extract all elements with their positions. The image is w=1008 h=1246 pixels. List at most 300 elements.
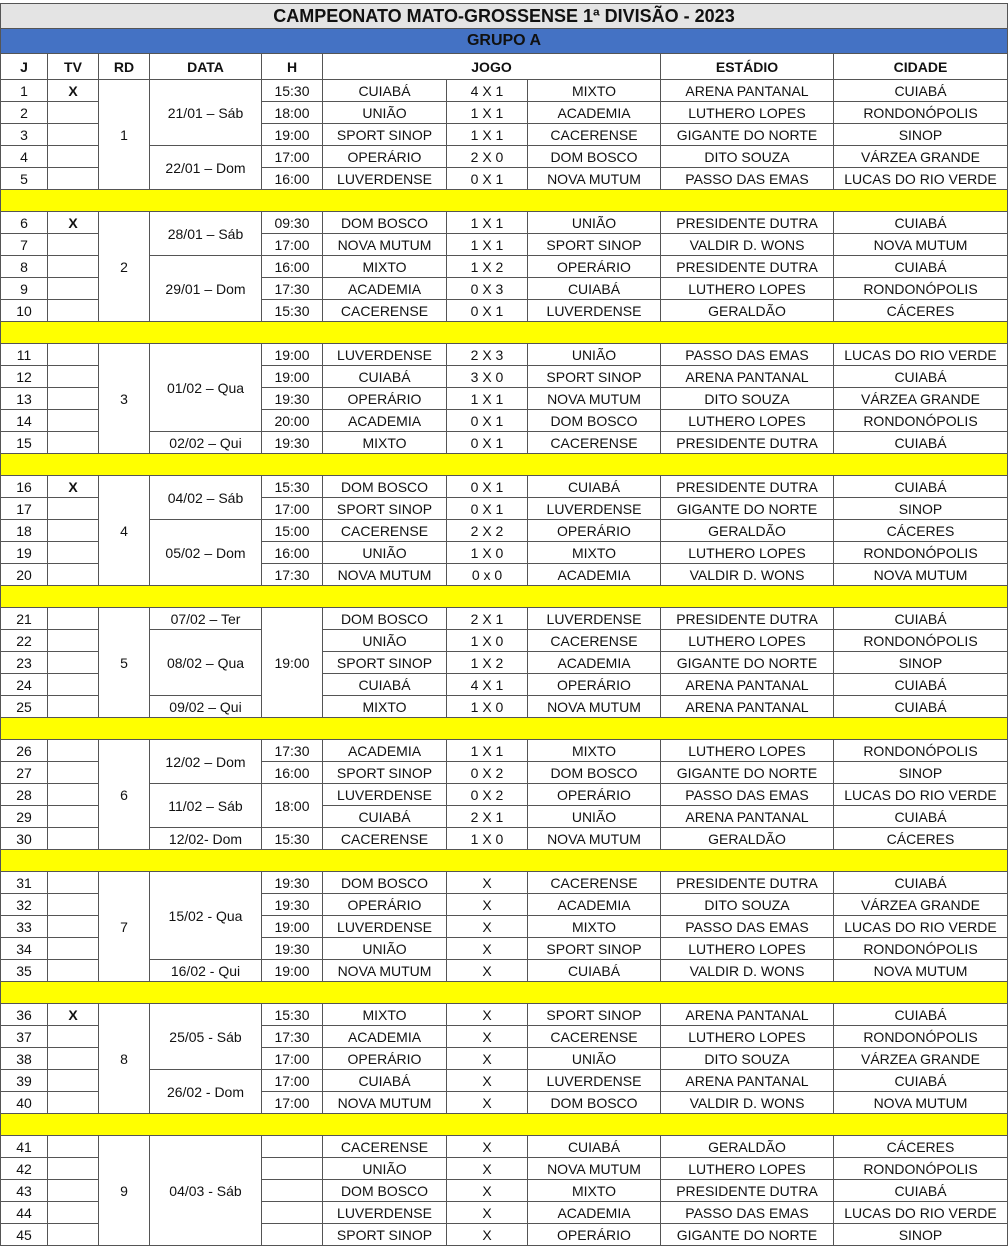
match-time: 17:30 bbox=[262, 278, 323, 300]
game-number: 23 bbox=[0, 652, 48, 674]
stadium: LUTHERO LOPES bbox=[661, 278, 834, 300]
away-team: OPERÁRIO bbox=[528, 784, 661, 806]
home-team: UNIÃO bbox=[323, 102, 447, 124]
away-team: OPERÁRIO bbox=[528, 674, 661, 696]
match-date: 11/02 – Sáb bbox=[150, 784, 262, 828]
match-time: 16:00 bbox=[262, 168, 323, 190]
header-jogo: JOGO bbox=[323, 54, 661, 80]
tv-mark bbox=[48, 410, 99, 432]
away-team: CACERENSE bbox=[528, 1026, 661, 1048]
round-separator bbox=[0, 1114, 1008, 1136]
tv-mark bbox=[48, 542, 99, 564]
home-team: UNIÃO bbox=[323, 542, 447, 564]
match-date: 09/02 – Qui bbox=[150, 696, 262, 718]
away-team: SPORT SINOP bbox=[528, 366, 661, 388]
home-team: NOVA MUTUM bbox=[323, 960, 447, 982]
game-number: 32 bbox=[0, 894, 48, 916]
match-time bbox=[262, 1202, 323, 1224]
score: 0 X 1 bbox=[447, 168, 528, 190]
game-number: 13 bbox=[0, 388, 48, 410]
tv-mark bbox=[48, 1202, 99, 1224]
match-date: 07/02 – Ter bbox=[150, 608, 262, 630]
score: 0 X 3 bbox=[447, 278, 528, 300]
game-number: 30 bbox=[0, 828, 48, 850]
header-estadio: ESTÁDIO bbox=[661, 54, 834, 80]
city: LUCAS DO RIO VERDE bbox=[834, 1202, 1008, 1224]
stadium: GIGANTE DO NORTE bbox=[661, 1224, 834, 1246]
match-date: 29/01 – Dom bbox=[150, 256, 262, 322]
stadium: ARENA PANTANAL bbox=[661, 1070, 834, 1092]
round-separator bbox=[0, 190, 1008, 212]
tv-mark bbox=[48, 1070, 99, 1092]
match-time: 15:30 bbox=[262, 80, 323, 102]
match-time: 19:00 bbox=[262, 344, 323, 366]
score: X bbox=[447, 1004, 528, 1026]
game-number: 33 bbox=[0, 916, 48, 938]
stadium: ARENA PANTANAL bbox=[661, 1004, 834, 1026]
score: 1 X 1 bbox=[447, 740, 528, 762]
header-h: H bbox=[262, 54, 323, 80]
away-team: LUVERDENSE bbox=[528, 1070, 661, 1092]
game-number: 11 bbox=[0, 344, 48, 366]
stadium: LUTHERO LOPES bbox=[661, 410, 834, 432]
tv-mark bbox=[48, 278, 99, 300]
away-team: UNIÃO bbox=[528, 212, 661, 234]
match-time: 19:30 bbox=[262, 388, 323, 410]
city: CUIABÁ bbox=[834, 872, 1008, 894]
score: 1 X 0 bbox=[447, 542, 528, 564]
home-team: DOM BOSCO bbox=[323, 608, 447, 630]
tv-mark bbox=[48, 1158, 99, 1180]
stadium: ARENA PANTANAL bbox=[661, 674, 834, 696]
match-time: 17:00 bbox=[262, 498, 323, 520]
score: 0 X 1 bbox=[447, 410, 528, 432]
game-number: 17 bbox=[0, 498, 48, 520]
stadium: GIGANTE DO NORTE bbox=[661, 124, 834, 146]
city: SINOP bbox=[834, 652, 1008, 674]
tv-mark: X bbox=[48, 80, 99, 102]
match-time: 17:30 bbox=[262, 1026, 323, 1048]
home-team: DOM BOSCO bbox=[323, 212, 447, 234]
stadium: VALDIR D. WONS bbox=[661, 960, 834, 982]
tv-mark bbox=[48, 300, 99, 322]
tv-mark bbox=[48, 1048, 99, 1070]
home-team: NOVA MUTUM bbox=[323, 234, 447, 256]
stadium: VALDIR D. WONS bbox=[661, 1092, 834, 1114]
match-date: 22/01 – Dom bbox=[150, 146, 262, 190]
score: X bbox=[447, 938, 528, 960]
home-team: OPERÁRIO bbox=[323, 894, 447, 916]
match-time: 19:00 bbox=[262, 366, 323, 388]
match-time: 19:00 bbox=[262, 124, 323, 146]
match-date: 01/02 – Qua bbox=[150, 344, 262, 432]
away-team: MIXTO bbox=[528, 1180, 661, 1202]
match-date: 25/05 - Sáb bbox=[150, 1004, 262, 1070]
city: CUIABÁ bbox=[834, 1180, 1008, 1202]
game-number: 10 bbox=[0, 300, 48, 322]
game-number: 27 bbox=[0, 762, 48, 784]
stadium: LUTHERO LOPES bbox=[661, 938, 834, 960]
tv-mark bbox=[48, 366, 99, 388]
home-team: CUIABÁ bbox=[323, 1070, 447, 1092]
score: 0 X 1 bbox=[447, 498, 528, 520]
city: SINOP bbox=[834, 762, 1008, 784]
city: CUIABÁ bbox=[834, 608, 1008, 630]
stadium: ARENA PANTANAL bbox=[661, 696, 834, 718]
stadium: LUTHERO LOPES bbox=[661, 102, 834, 124]
tv-mark bbox=[48, 652, 99, 674]
city: CUIABÁ bbox=[834, 366, 1008, 388]
city: RONDONÓPOLIS bbox=[834, 1158, 1008, 1180]
city: CUIABÁ bbox=[834, 256, 1008, 278]
stadium: GERALDÃO bbox=[661, 1136, 834, 1158]
score: 1 X 1 bbox=[447, 388, 528, 410]
match-time: 17:00 bbox=[262, 1092, 323, 1114]
away-team: DOM BOSCO bbox=[528, 1092, 661, 1114]
city: SINOP bbox=[834, 498, 1008, 520]
stadium: PASSO DAS EMAS bbox=[661, 344, 834, 366]
city: RONDONÓPOLIS bbox=[834, 740, 1008, 762]
home-team: MIXTO bbox=[323, 696, 447, 718]
round-number: 8 bbox=[99, 1004, 150, 1114]
match-time: 19:00 bbox=[262, 916, 323, 938]
match-time: 19:00 bbox=[262, 960, 323, 982]
home-team: ACADEMIA bbox=[323, 278, 447, 300]
stadium: LUTHERO LOPES bbox=[661, 542, 834, 564]
score: 2 X 2 bbox=[447, 520, 528, 542]
game-number: 25 bbox=[0, 696, 48, 718]
away-team: CUIABÁ bbox=[528, 476, 661, 498]
match-time: 16:00 bbox=[262, 256, 323, 278]
score: X bbox=[447, 1224, 528, 1246]
match-date: 15/02 - Qua bbox=[150, 872, 262, 960]
match-time: 19:30 bbox=[262, 938, 323, 960]
home-team: MIXTO bbox=[323, 256, 447, 278]
away-team: NOVA MUTUM bbox=[528, 388, 661, 410]
match-time: 17:30 bbox=[262, 740, 323, 762]
city: RONDONÓPOLIS bbox=[834, 542, 1008, 564]
match-time: 17:30 bbox=[262, 564, 323, 586]
game-number: 41 bbox=[0, 1136, 48, 1158]
home-team: DOM BOSCO bbox=[323, 872, 447, 894]
home-team: ACADEMIA bbox=[323, 410, 447, 432]
score: 1 X 1 bbox=[447, 102, 528, 124]
score: 1 X 1 bbox=[447, 212, 528, 234]
game-number: 29 bbox=[0, 806, 48, 828]
city: CUIABÁ bbox=[834, 432, 1008, 454]
game-number: 28 bbox=[0, 784, 48, 806]
stadium: PRESIDENTE DUTRA bbox=[661, 872, 834, 894]
match-time: 19:30 bbox=[262, 894, 323, 916]
stadium: DITO SOUZA bbox=[661, 388, 834, 410]
away-team: MIXTO bbox=[528, 542, 661, 564]
game-number: 26 bbox=[0, 740, 48, 762]
score: X bbox=[447, 1180, 528, 1202]
match-time: 17:00 bbox=[262, 1070, 323, 1092]
match-time: 16:00 bbox=[262, 542, 323, 564]
game-number: 20 bbox=[0, 564, 48, 586]
game-number: 8 bbox=[0, 256, 48, 278]
score: 1 X 2 bbox=[447, 256, 528, 278]
home-team: DOM BOSCO bbox=[323, 1180, 447, 1202]
match-time: 17:00 bbox=[262, 234, 323, 256]
tv-mark bbox=[48, 674, 99, 696]
tv-mark bbox=[48, 828, 99, 850]
tv-mark bbox=[48, 696, 99, 718]
stadium: PASSO DAS EMAS bbox=[661, 916, 834, 938]
city: NOVA MUTUM bbox=[834, 564, 1008, 586]
match-date: 04/03 - Sáb bbox=[150, 1136, 262, 1246]
score: 0 X 2 bbox=[447, 762, 528, 784]
city: RONDONÓPOLIS bbox=[834, 1026, 1008, 1048]
tv-mark bbox=[48, 630, 99, 652]
match-time: 09:30 bbox=[262, 212, 323, 234]
city: CÁCERES bbox=[834, 828, 1008, 850]
city: RONDONÓPOLIS bbox=[834, 278, 1008, 300]
header-cidade: CIDADE bbox=[834, 54, 1008, 80]
tv-mark bbox=[48, 498, 99, 520]
score: 2 X 3 bbox=[447, 344, 528, 366]
match-date: 08/02 – Qua bbox=[150, 630, 262, 696]
tv-mark bbox=[48, 168, 99, 190]
score: 0 x 0 bbox=[447, 564, 528, 586]
match-time: 19:00 bbox=[262, 608, 323, 718]
game-number: 36 bbox=[0, 1004, 48, 1026]
stadium: GIGANTE DO NORTE bbox=[661, 762, 834, 784]
stadium: PASSO DAS EMAS bbox=[661, 1202, 834, 1224]
stadium: LUTHERO LOPES bbox=[661, 740, 834, 762]
city: VÁRZEA GRANDE bbox=[834, 388, 1008, 410]
tv-mark bbox=[48, 1180, 99, 1202]
score: 1 X 0 bbox=[447, 696, 528, 718]
city: CUIABÁ bbox=[834, 212, 1008, 234]
match-date: 12/02 – Dom bbox=[150, 740, 262, 784]
game-number: 6 bbox=[0, 212, 48, 234]
home-team: LUVERDENSE bbox=[323, 916, 447, 938]
home-team: LUVERDENSE bbox=[323, 344, 447, 366]
city: VÁRZEA GRANDE bbox=[834, 894, 1008, 916]
away-team: ACADEMIA bbox=[528, 564, 661, 586]
score: X bbox=[447, 1158, 528, 1180]
score: 1 X 2 bbox=[447, 652, 528, 674]
stadium: PRESIDENTE DUTRA bbox=[661, 608, 834, 630]
game-number: 34 bbox=[0, 938, 48, 960]
away-team: LUVERDENSE bbox=[528, 300, 661, 322]
away-team: DOM BOSCO bbox=[528, 146, 661, 168]
home-team: CUIABÁ bbox=[323, 674, 447, 696]
game-number: 42 bbox=[0, 1158, 48, 1180]
city: CÁCERES bbox=[834, 520, 1008, 542]
stadium: GIGANTE DO NORTE bbox=[661, 498, 834, 520]
tv-mark bbox=[48, 234, 99, 256]
away-team: OPERÁRIO bbox=[528, 520, 661, 542]
tv-mark bbox=[48, 256, 99, 278]
tv-mark bbox=[48, 806, 99, 828]
home-team: UNIÃO bbox=[323, 938, 447, 960]
round-separator bbox=[0, 850, 1008, 872]
home-team: UNIÃO bbox=[323, 1158, 447, 1180]
game-number: 24 bbox=[0, 674, 48, 696]
score: X bbox=[447, 1092, 528, 1114]
match-time: 15:30 bbox=[262, 476, 323, 498]
header-rd: RD bbox=[99, 54, 150, 80]
round-number: 2 bbox=[99, 212, 150, 322]
home-team: CACERENSE bbox=[323, 300, 447, 322]
game-number: 40 bbox=[0, 1092, 48, 1114]
match-time: 18:00 bbox=[262, 102, 323, 124]
home-team: LUVERDENSE bbox=[323, 168, 447, 190]
score: 2 X 1 bbox=[447, 806, 528, 828]
game-number: 45 bbox=[0, 1224, 48, 1246]
tv-mark bbox=[48, 872, 99, 894]
stadium: PRESIDENTE DUTRA bbox=[661, 1180, 834, 1202]
match-date: 02/02 – Qui bbox=[150, 432, 262, 454]
city: CUIABÁ bbox=[834, 806, 1008, 828]
game-number: 44 bbox=[0, 1202, 48, 1224]
away-team: CUIABÁ bbox=[528, 1136, 661, 1158]
score: 0 X 2 bbox=[447, 784, 528, 806]
away-team: LUVERDENSE bbox=[528, 608, 661, 630]
header-data: DATA bbox=[150, 54, 262, 80]
game-number: 21 bbox=[0, 608, 48, 630]
match-time: 19:30 bbox=[262, 872, 323, 894]
city: RONDONÓPOLIS bbox=[834, 102, 1008, 124]
stadium: GIGANTE DO NORTE bbox=[661, 652, 834, 674]
match-time: 16:00 bbox=[262, 762, 323, 784]
away-team: CUIABÁ bbox=[528, 960, 661, 982]
round-number: 9 bbox=[99, 1136, 150, 1246]
game-number: 15 bbox=[0, 432, 48, 454]
city: SINOP bbox=[834, 124, 1008, 146]
home-team: LUVERDENSE bbox=[323, 784, 447, 806]
home-team: OPERÁRIO bbox=[323, 388, 447, 410]
round-number: 4 bbox=[99, 476, 150, 586]
stadium: PRESIDENTE DUTRA bbox=[661, 256, 834, 278]
city: LUCAS DO RIO VERDE bbox=[834, 168, 1008, 190]
score: 0 X 1 bbox=[447, 300, 528, 322]
round-separator bbox=[0, 982, 1008, 1004]
match-time: 15:30 bbox=[262, 828, 323, 850]
home-team: CUIABÁ bbox=[323, 366, 447, 388]
match-time bbox=[262, 1158, 323, 1180]
stadium: PASSO DAS EMAS bbox=[661, 168, 834, 190]
score: 2 X 0 bbox=[447, 146, 528, 168]
away-team: ACADEMIA bbox=[528, 652, 661, 674]
away-team: UNIÃO bbox=[528, 806, 661, 828]
round-separator bbox=[0, 718, 1008, 740]
header-j: J bbox=[0, 54, 48, 80]
tv-mark bbox=[48, 102, 99, 124]
away-team: MIXTO bbox=[528, 916, 661, 938]
stadium: LUTHERO LOPES bbox=[661, 1026, 834, 1048]
tv-mark bbox=[48, 1224, 99, 1246]
away-team: ACADEMIA bbox=[528, 1202, 661, 1224]
match-date: 16/02 - Qui bbox=[150, 960, 262, 982]
home-team: OPERÁRIO bbox=[323, 146, 447, 168]
match-date: 12/02- Dom bbox=[150, 828, 262, 850]
match-time: 19:30 bbox=[262, 432, 323, 454]
tv-mark bbox=[48, 520, 99, 542]
group-label: GRUPO A bbox=[0, 29, 1008, 54]
score: X bbox=[447, 1202, 528, 1224]
home-team: SPORT SINOP bbox=[323, 124, 447, 146]
away-team: NOVA MUTUM bbox=[528, 696, 661, 718]
tv-mark bbox=[48, 432, 99, 454]
tv-mark bbox=[48, 960, 99, 982]
stadium: VALDIR D. WONS bbox=[661, 564, 834, 586]
tv-mark bbox=[48, 938, 99, 960]
home-team: NOVA MUTUM bbox=[323, 564, 447, 586]
stadium: PASSO DAS EMAS bbox=[661, 784, 834, 806]
score: 0 X 1 bbox=[447, 476, 528, 498]
stadium: DITO SOUZA bbox=[661, 894, 834, 916]
round-number: 3 bbox=[99, 344, 150, 454]
home-team: DOM BOSCO bbox=[323, 476, 447, 498]
city: NOVA MUTUM bbox=[834, 960, 1008, 982]
city: RONDONÓPOLIS bbox=[834, 630, 1008, 652]
match-date: 04/02 – Sáb bbox=[150, 476, 262, 520]
game-number: 19 bbox=[0, 542, 48, 564]
city: CUIABÁ bbox=[834, 674, 1008, 696]
tv-mark bbox=[48, 1136, 99, 1158]
game-number: 38 bbox=[0, 1048, 48, 1070]
away-team: ACADEMIA bbox=[528, 102, 661, 124]
city: RONDONÓPOLIS bbox=[834, 938, 1008, 960]
stadium: DITO SOUZA bbox=[661, 1048, 834, 1070]
score: X bbox=[447, 960, 528, 982]
score: X bbox=[447, 1070, 528, 1092]
round-number: 6 bbox=[99, 740, 150, 850]
score: X bbox=[447, 1136, 528, 1158]
city: VÁRZEA GRANDE bbox=[834, 146, 1008, 168]
match-date: 21/01 – Sáb bbox=[150, 80, 262, 146]
tv-mark bbox=[48, 344, 99, 366]
score: X bbox=[447, 894, 528, 916]
score: 4 X 1 bbox=[447, 674, 528, 696]
away-team: SPORT SINOP bbox=[528, 234, 661, 256]
tv-mark bbox=[48, 124, 99, 146]
score: 1 X 0 bbox=[447, 630, 528, 652]
score: 1 X 1 bbox=[447, 124, 528, 146]
home-team: SPORT SINOP bbox=[323, 498, 447, 520]
away-team: CACERENSE bbox=[528, 872, 661, 894]
city: CUIABÁ bbox=[834, 1004, 1008, 1026]
city: LUCAS DO RIO VERDE bbox=[834, 916, 1008, 938]
city: LUCAS DO RIO VERDE bbox=[834, 784, 1008, 806]
away-team: ACADEMIA bbox=[528, 894, 661, 916]
round-separator bbox=[0, 586, 1008, 608]
stadium: GERALDÃO bbox=[661, 300, 834, 322]
sheet-title: CAMPEONATO MATO-GROSSENSE 1ª DIVISÃO - 2023 bbox=[0, 3, 1008, 29]
stadium: GERALDÃO bbox=[661, 828, 834, 850]
tv-mark bbox=[48, 608, 99, 630]
game-number: 22 bbox=[0, 630, 48, 652]
match-date: 05/02 – Dom bbox=[150, 520, 262, 586]
away-team: DOM BOSCO bbox=[528, 410, 661, 432]
game-number: 18 bbox=[0, 520, 48, 542]
stadium: PRESIDENTE DUTRA bbox=[661, 212, 834, 234]
match-time: 17:00 bbox=[262, 1048, 323, 1070]
tv-mark: X bbox=[48, 1004, 99, 1026]
game-number: 35 bbox=[0, 960, 48, 982]
game-number: 5 bbox=[0, 168, 48, 190]
home-team: ACADEMIA bbox=[323, 1026, 447, 1048]
stadium: DITO SOUZA bbox=[661, 146, 834, 168]
city: SINOP bbox=[834, 1224, 1008, 1246]
match-time: 17:00 bbox=[262, 146, 323, 168]
tv-mark bbox=[48, 740, 99, 762]
home-team: MIXTO bbox=[323, 1004, 447, 1026]
